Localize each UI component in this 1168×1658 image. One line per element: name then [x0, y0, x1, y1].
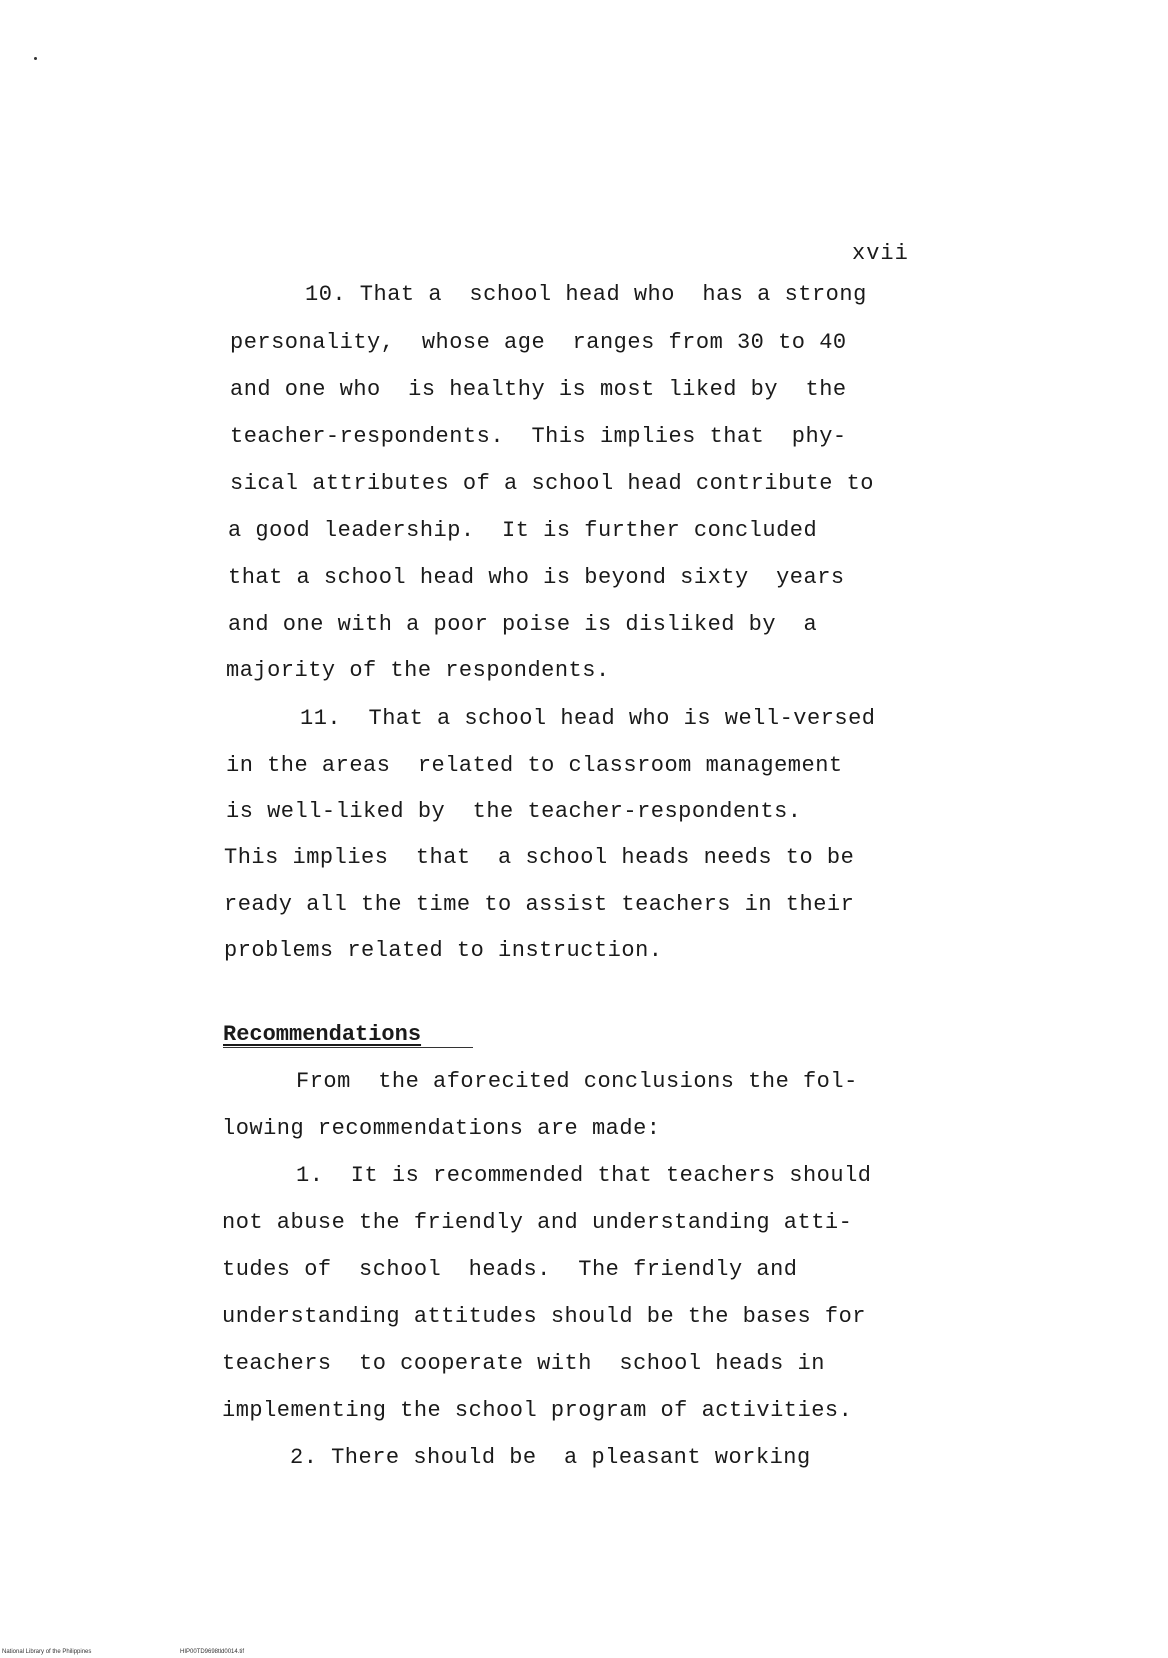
page-number: xvii — [852, 241, 909, 266]
text-line: ready all the time to assist teachers in their — [224, 892, 855, 917]
text-line: lowing recommendations are made: — [222, 1116, 661, 1141]
text-line: 2. There should be a pleasant working — [290, 1445, 811, 1470]
text-line: in the areas related to classroom management — [226, 753, 843, 778]
footer-library-name: National Library of the Philippines — [2, 1649, 92, 1655]
text-line: personality, whose age ranges from 30 to 40 — [230, 330, 847, 355]
text-line: tudes of school heads. The friendly and — [222, 1257, 798, 1282]
section-heading: Recommendations — [223, 1022, 422, 1047]
text-line: that a school head who is beyond sixty years — [228, 565, 845, 590]
text-line: a good leadership. It is further concluded — [228, 518, 818, 543]
footer-file-id: HIP00TD9698tld0014.tif — [180, 1649, 245, 1655]
text-line: From the aforecited conclusions the fol- — [296, 1069, 858, 1094]
text-line: problems related to instruction. — [224, 938, 663, 963]
text-line: 10. That a school head who has a strong — [305, 282, 867, 307]
text-line: and one with a poor poise is disliked by a — [228, 612, 818, 637]
text-line: understanding attitudes should be the bases for — [222, 1304, 867, 1329]
text-line: implementing the school program of activities. — [222, 1398, 853, 1423]
text-line: sical attributes of a school head contribute to — [230, 471, 875, 496]
text-line: and one who is healthy is most liked by the — [230, 377, 847, 402]
text-line: teachers to cooperate with school heads in — [222, 1351, 825, 1376]
heading-underline — [223, 1047, 473, 1048]
text-line: 1. It is recommended that teachers should — [296, 1163, 872, 1188]
text-line: not abuse the friendly and understanding atti- — [222, 1210, 853, 1235]
text-line: This implies that a school heads needs to be — [224, 845, 855, 870]
text-line: 11. That a school head who is well-versed — [300, 706, 876, 731]
text-line: teacher-respondents. This implies that phy- — [230, 424, 847, 449]
speck-mark — [34, 57, 37, 60]
text-line: is well-liked by the teacher-respondents. — [226, 799, 802, 824]
text-line: majority of the respondents. — [226, 658, 610, 683]
